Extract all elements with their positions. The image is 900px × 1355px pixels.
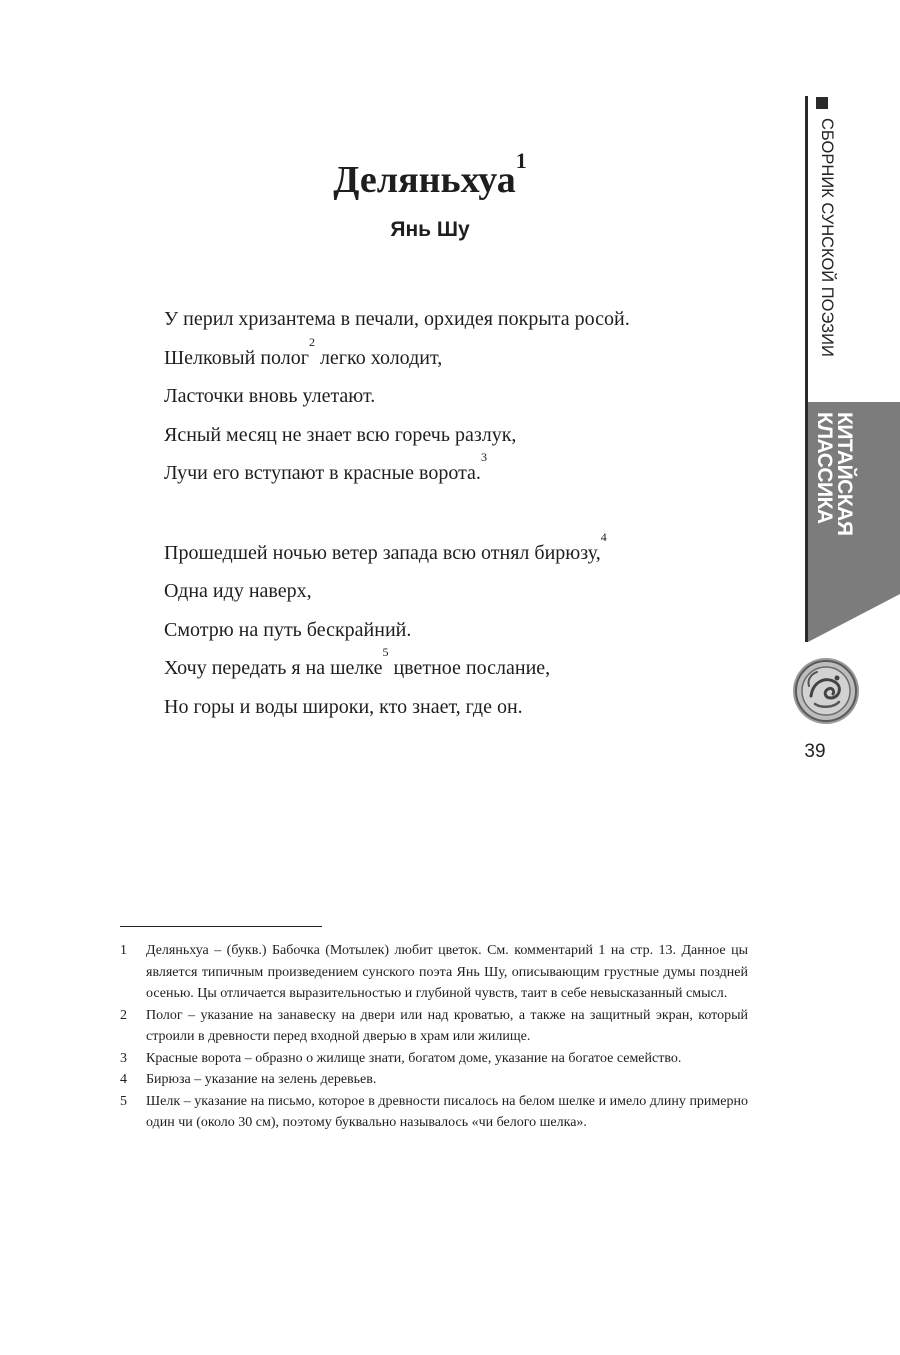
poem-line	[164, 377, 764, 416]
footnote-text: Бирюза – указание на зелень деревьев.	[146, 1072, 377, 1087]
poem-line	[164, 688, 764, 727]
title-footnote-ref: 1	[515, 148, 527, 173]
poem-line	[164, 611, 764, 650]
poem-line	[164, 645, 764, 688]
footnote-number: 5	[120, 1093, 127, 1109]
poem-line-text: У перил хризантема в печали, орхидея покрыта росой.	[164, 308, 630, 330]
footnote-text: Деляньхуа – (букв.) Бабочка (Мотылек) любит цветок. См. комментарий 1 на стр. 13. Данное цы является типичным произведением сунского поэта Янь Шу, описывающим грустные думы поздней осенью. Цы отличается выразительностью и глубиной чувств, таит в себе невысказанный смысл.	[146, 943, 748, 1001]
footnote-number: 3	[120, 1050, 127, 1066]
dragon-seal-icon	[791, 656, 861, 726]
poem-author: Янь Шу	[390, 218, 470, 241]
footnote-item	[120, 940, 748, 1005]
footnote-number: 1	[120, 943, 127, 958]
poem-body	[164, 300, 764, 726]
footnotes	[120, 940, 748, 1134]
poem-line	[164, 529, 764, 573]
side-tab-label	[812, 412, 854, 612]
footnote-separator	[120, 926, 322, 927]
footnote-ref: 4	[600, 529, 607, 544]
side-tab-label-line1: КИТАЙСКАЯ	[833, 412, 856, 536]
stanza-gap	[164, 493, 764, 534]
footnote-ref: 5	[382, 645, 389, 659]
footnote-number: 4	[120, 1072, 127, 1087]
poem-title-text: Деляньхуа	[333, 159, 516, 201]
footnote-ref: 2	[308, 334, 315, 349]
footnote-text: Шелк – указание на письмо, которое в древности писалось на белом шелке и имело длину примерно один чи (около 30 см), поэтому буквально называлось «чи белого шелка».	[146, 1093, 748, 1130]
poem-line-text: Одна иду наверх,	[164, 580, 312, 602]
footnote-number: 2	[120, 1007, 127, 1023]
side-tab-label-line2: КЛАССИКА	[813, 412, 836, 524]
footnote-item	[120, 1005, 748, 1048]
footnote-item	[120, 1091, 748, 1134]
poem-line	[164, 416, 764, 455]
poem-line-continuation: легко холодит,	[314, 346, 443, 369]
footnote-text: Полог – указание на занавеску на двери или над кроватью, а также на защитный экран, который строили в древности перед входной дверью в храм или жилище.	[146, 1007, 748, 1044]
poem-line-text: Ласточки вновь улетают.	[164, 385, 376, 407]
poem-line-text: Смотрю на путь бескрайний.	[164, 618, 412, 641]
page-number: 39	[804, 741, 826, 762]
footnote-item	[120, 1069, 748, 1091]
poem-line-text: Шелковый полог	[164, 346, 309, 369]
poem-line-text: Но горы и воды широки, кто знает, где он.	[164, 695, 523, 718]
poem-line	[164, 572, 764, 611]
side-tab-square-marker	[816, 97, 828, 109]
footnote-item	[120, 1048, 748, 1070]
poem-line	[164, 334, 764, 378]
poem-line-text: Лучи его вступают в красные ворота.	[164, 462, 481, 484]
footnote-ref: 3	[480, 450, 487, 464]
poem-line-continuation: цветное послание,	[388, 657, 551, 679]
poem-title	[0, 148, 860, 206]
series-title: СБОРНИК СУНСКОЙ ПОЭЗИИ	[818, 118, 836, 357]
poem-line-text: Хочу передать я на шелке	[164, 657, 383, 679]
poem-line	[164, 300, 764, 339]
footnote-text: Красные ворота – образно о жилище знати, богатом доме, указание на богатое семейство.	[146, 1050, 682, 1066]
poem-line-text: Ясный месяц не знает всю горечь разлук,	[164, 423, 517, 446]
poem-line-text: Прошедшей ночью ветер запада всю отнял бирюзу,	[164, 541, 601, 564]
poem-line	[164, 450, 764, 493]
